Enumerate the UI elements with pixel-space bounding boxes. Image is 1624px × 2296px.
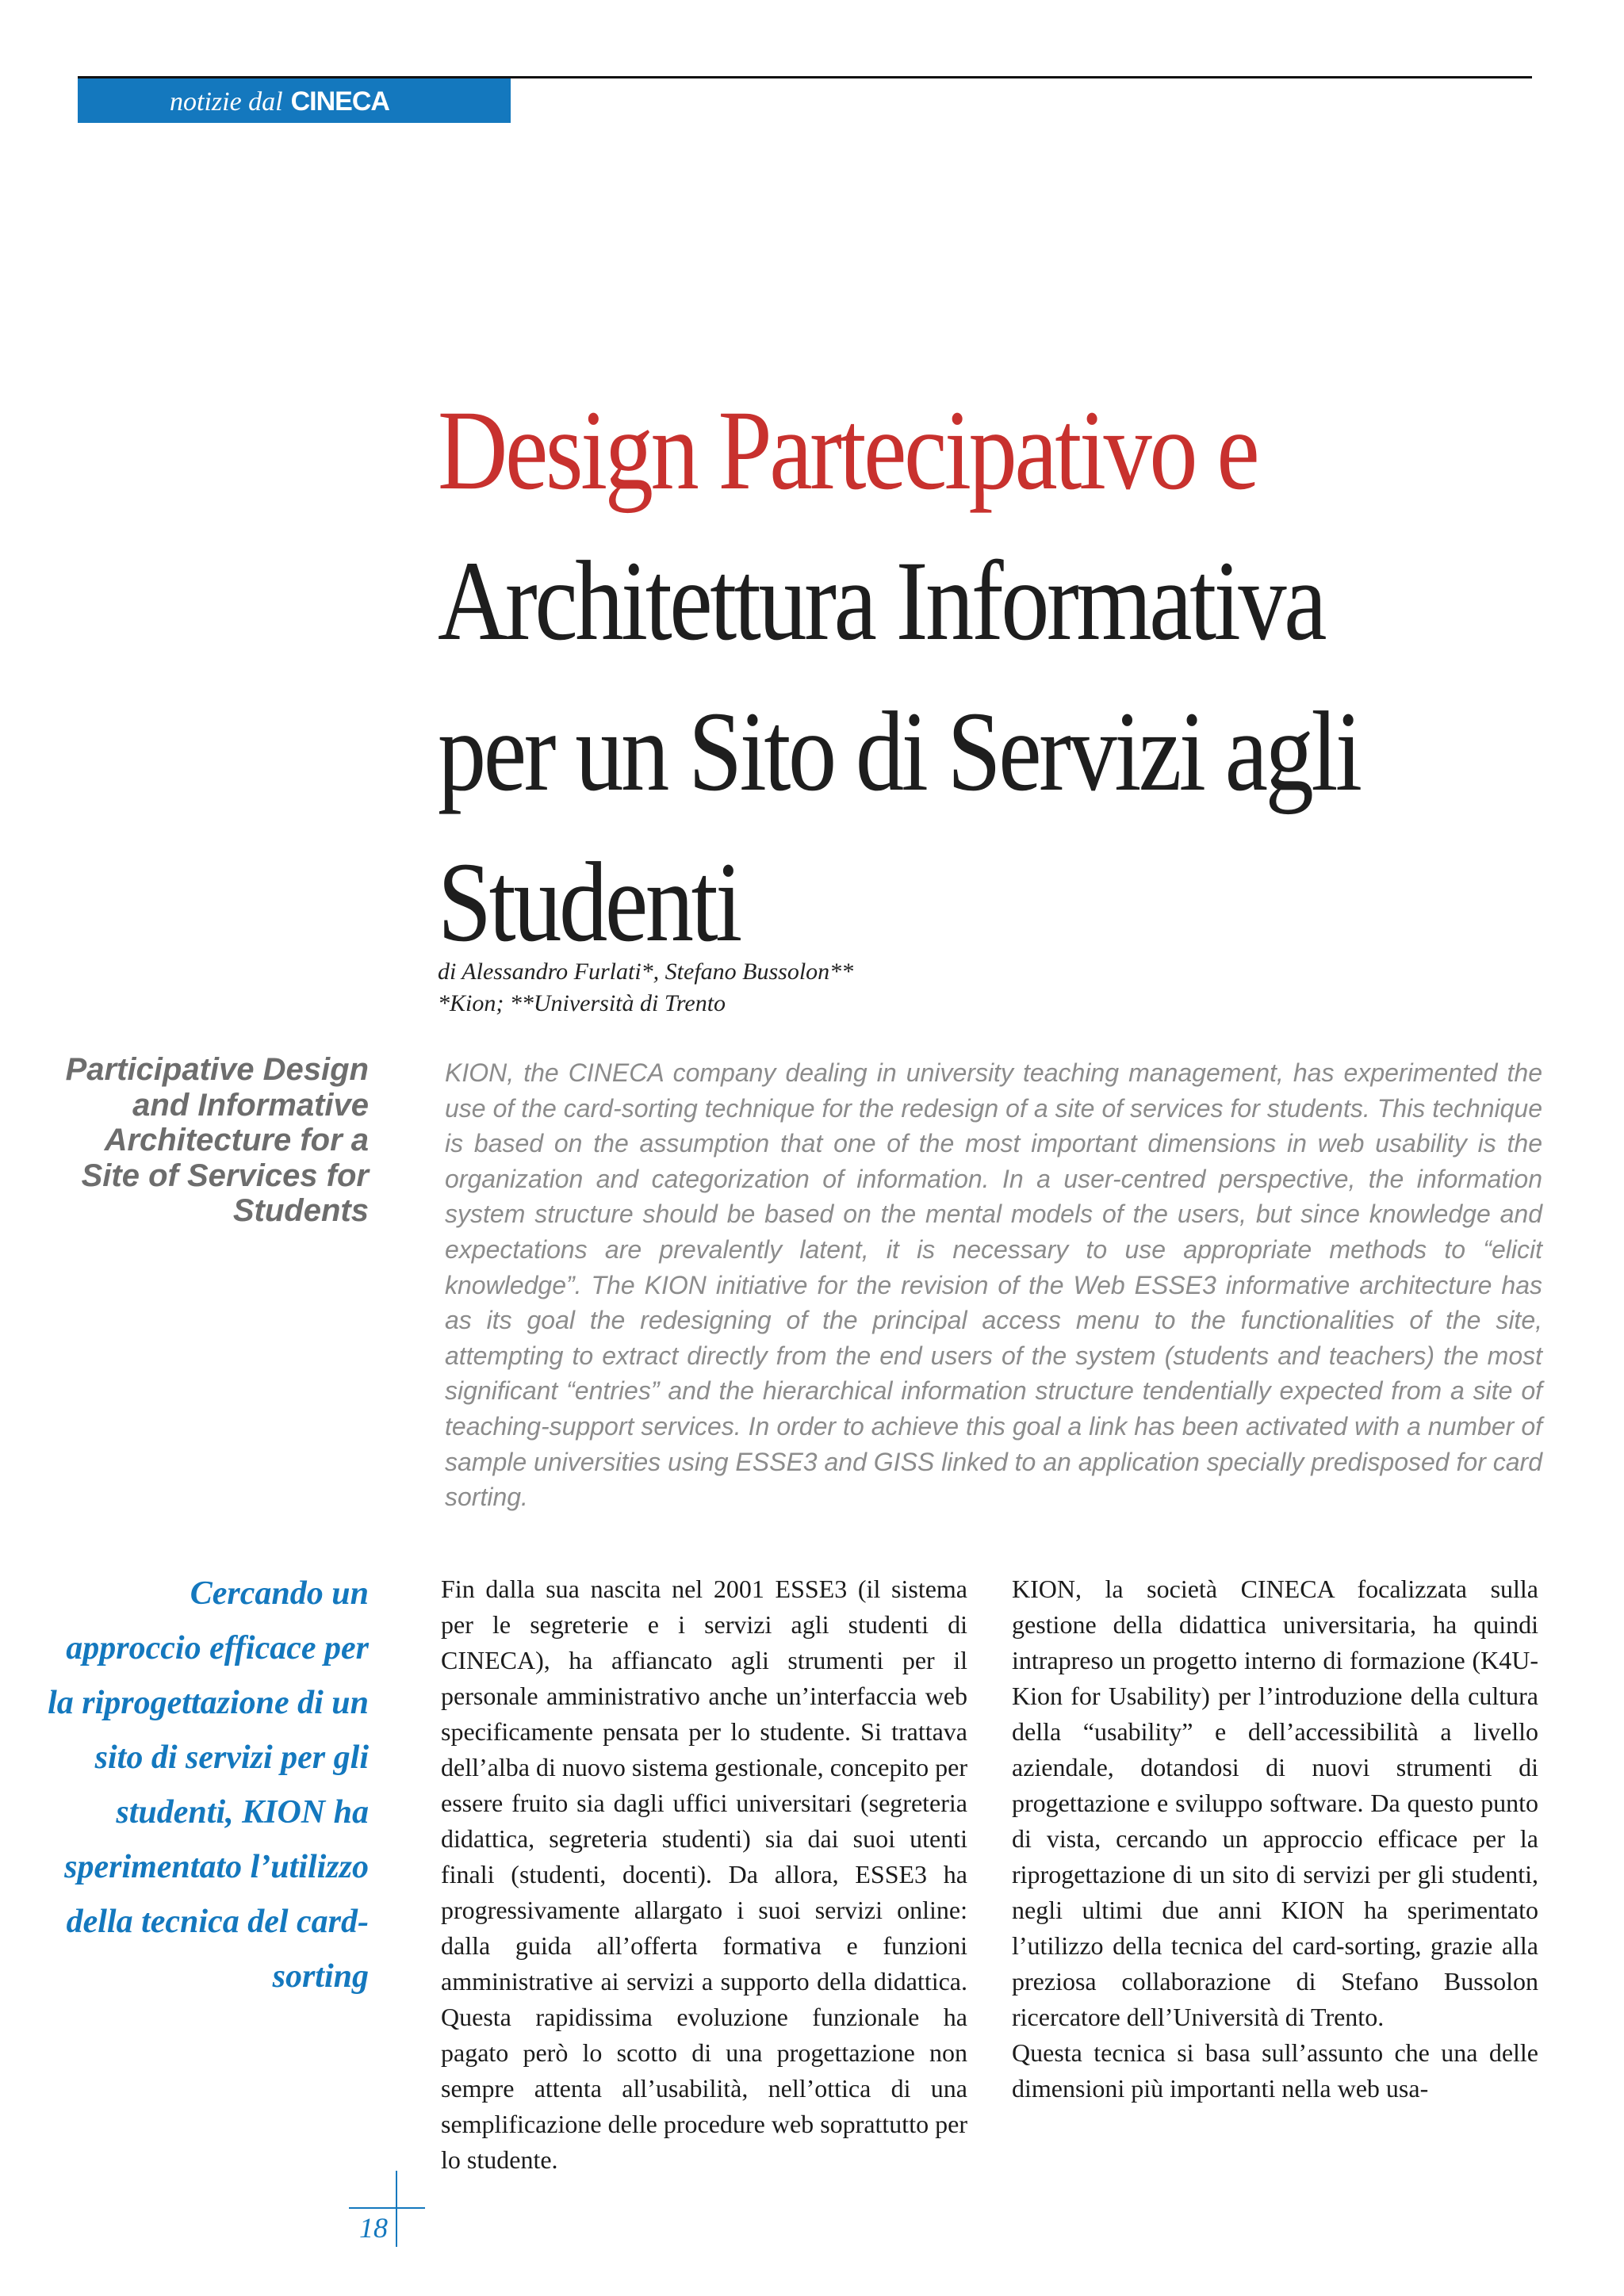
title-line-2: Architettura Informativa [438, 538, 1325, 664]
abstract: KION, the CINECA company dealing in university teaching management, has experimented the use of the card-sorting technique for the redesign of a site of services for students. This technique is based on the assumption that one of the most important dimensions in web usability is the organization and categorization of information. In a user-centred perspective, the information system structure should be based on the mental models of the users, but since knowledge and expectations are prevalently latent, it is necessary to use appropriate methods to “elicit knowledge”. The KION initiative for the revision of the Web ESSE3 informative architecture has as its goal the redesigning of the principal access menu to the functionalities of the site, attempting to extract directly from the end users of the system (students and teachers) the most significant “entries” and the hierarchical information structure tendentially expected from a site of teaching-support services. In order to achieve this goal a link has been activated with a number of sample universities using ESSE3 and GISS linked to an application specially predisposed for card sorting. [445, 1058, 1542, 1512]
section-label: notizie dal [170, 87, 283, 117]
section-brand: CINECA [290, 86, 389, 117]
page-number: 18 [359, 2212, 388, 2244]
title-line-3: per un Sito di Servizi agli [438, 689, 1360, 815]
body-paragraph: KION, la società CINECA focalizzata sulla gestione della didattica universitaria, ha quindi intrapreso un progetto interno di formazione (K4U- Kion for Usability) per l’introduzione della cultura della “usability” e dell’accessibilità a livello aziendale, dotandosi di nuovi strumenti di progettazione e sviluppo software. Da questo punto di vista, cercando un approccio efficace per la riprogettazione di un sito di servizi per gli studenti, negli ultimi due anni KION ha sperimentato l’utilizzo della tecnica del card-sorting, grazie alla preziosa collaborazione di Stefano Bussolon ricercatore dell’Università di Trento. [1012, 1575, 1538, 2031]
pull-quote: Cercando un approccio efficace per la riprogettazione di un sito di servizi per gli studenti, KION ha sperimentato l’utilizzo della tecnica del card-sorting [48, 1575, 369, 1995]
title-line-1: Design Partecipativo e [438, 388, 1258, 514]
affiliations: *Kion; **Università di Trento [438, 990, 726, 1016]
crop-mark-vertical [396, 2171, 397, 2247]
section-header [170, 84, 389, 119]
authors: di Alessandro Furlati*, Stefano Bussolon** [438, 959, 854, 985]
english-title: Participative Design and Informative Architecture for a Site of Services for Students [65, 1052, 369, 1228]
title-line-4: Studenti [438, 840, 740, 966]
body-paragraph: Questa tecnica si basa sull’assunto che una delle dimensioni più importanti nella web usa- [1012, 2038, 1538, 2103]
article-title [438, 376, 1408, 978]
crop-mark-horizontal [349, 2207, 425, 2209]
body-column-1: Fin dalla sua nascita nel 2001 ESSE3 (il sistema per le segreterie e i servizi agli studenti di CINECA), ha affiancato agli strumenti per il personale amministrativo anche un’interfaccia web specificamente pensata per lo studente. Si trattava dell’alba di nuovo sistema gestionale, concepito per essere fruito sia dagli uffici universitari (segreteria didattica, segreteria studenti) sia dai suoi utenti finali (studenti, docenti). Da allora, ESSE3 ha progressivamente allargato i suoi servizi online: dalla guida all’offerta formativa e funzioni amministrative ai servizi a supporto della didattica. Questa rapidissima evoluzione funzionale ha pagato però lo scotto di una progettazione non sempre attenta all’usabilità, nell’ottica di una semplificazione delle procedure web soprattutto per lo studente. [441, 1575, 967, 2174]
body-column-2 [1012, 1571, 1538, 2107]
byline [438, 956, 853, 1020]
